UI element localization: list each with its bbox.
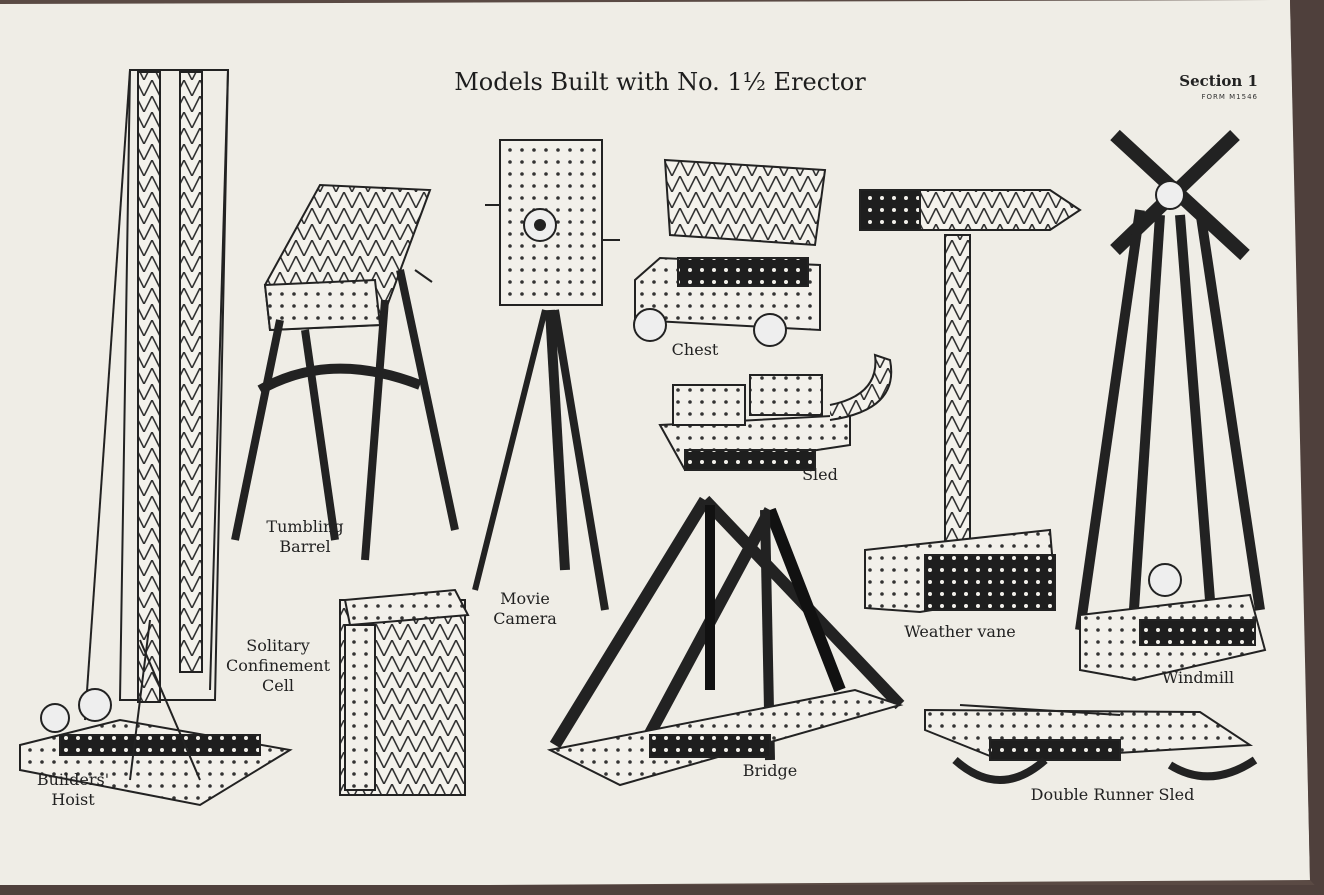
- caption-double-runner-sled: Double Runner Sled: [1030, 785, 1195, 804]
- caption-line: Solitary: [246, 636, 310, 655]
- page-title: Models Built with No. 1½ Erector: [454, 68, 866, 96]
- section-label: Section 1: [1179, 72, 1258, 90]
- caption-line: Tumbling: [266, 517, 344, 536]
- form-code: FORM M1546: [1201, 93, 1258, 101]
- caption-bridge: Bridge: [742, 761, 798, 780]
- double-runner-sled-illustration: [925, 705, 1255, 780]
- caption-sled: Sled: [802, 465, 838, 484]
- caption-movie-camera: [480, 589, 570, 629]
- caption-weather-vane: Weather vane: [904, 622, 1016, 641]
- caption-line: Hoist: [51, 790, 95, 809]
- sled-illustration: [660, 355, 891, 470]
- weather-vane-illustration: [860, 190, 1080, 612]
- windmill-illustration: [1080, 135, 1265, 680]
- caption-chest: Chest: [671, 340, 719, 359]
- caption-tumbling-barrel: [255, 517, 355, 557]
- movie-camera-illustration: [475, 140, 620, 610]
- chest-illustration: [634, 160, 825, 346]
- caption-line: Camera: [493, 609, 557, 628]
- solitary-cell-illustration: [340, 590, 468, 795]
- caption-builders-hoist: [28, 770, 118, 810]
- tumbling-barrel-illustration: [235, 185, 455, 560]
- caption-line: Barrel: [279, 537, 331, 556]
- bridge-illustration: [550, 500, 900, 785]
- caption-line: Movie: [500, 589, 550, 608]
- caption-line: Builders': [36, 770, 110, 789]
- caption-solitary-cell: [218, 636, 338, 696]
- caption-windmill: Windmill: [1161, 668, 1235, 687]
- caption-line: Confinement: [226, 656, 330, 675]
- caption-line: Cell: [262, 676, 294, 695]
